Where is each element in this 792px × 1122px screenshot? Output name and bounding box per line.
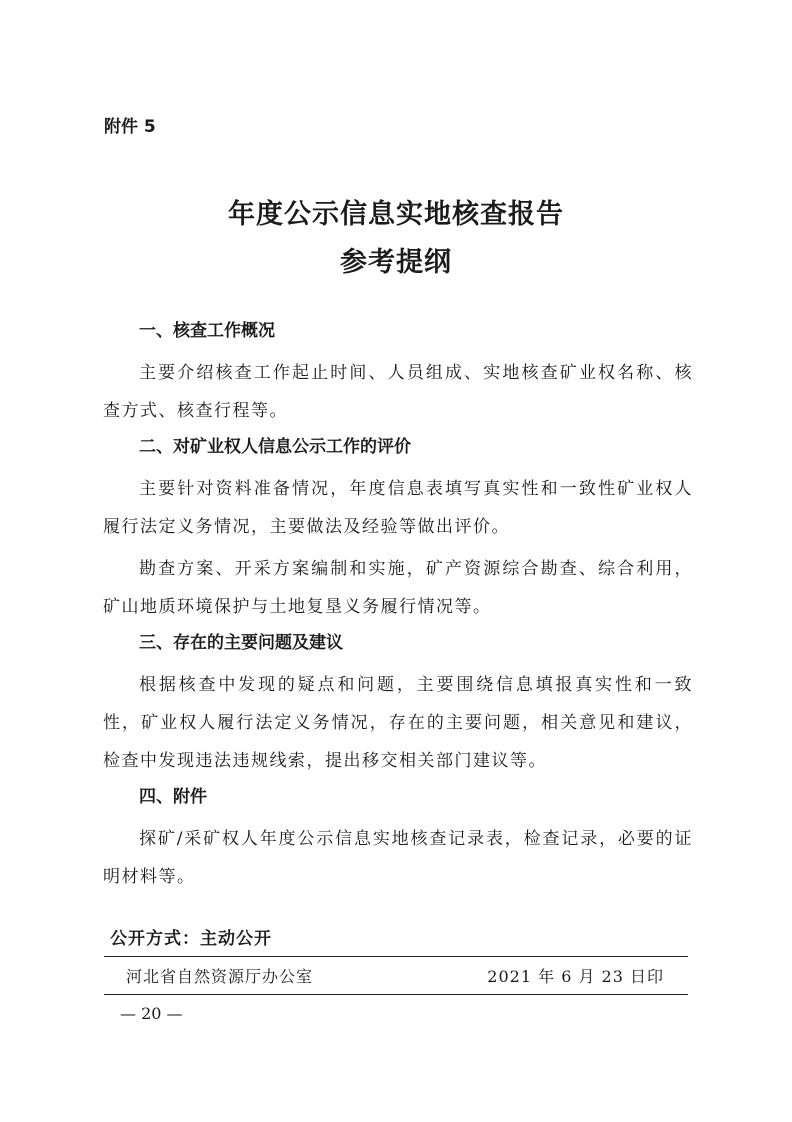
section-heading: 二、对矿业权人信息公示工作的评价 <box>139 437 411 457</box>
print-date: 2021 年 6 月 23 日印 <box>487 967 664 986</box>
document-subtitle: 参考提纲 <box>340 247 452 278</box>
issuing-office: 河北省自然资源厅办公室 <box>126 967 314 986</box>
disclosure-method: 公开方式：主动公开 <box>110 929 272 949</box>
section-problems <box>103 630 693 780</box>
section-attachments <box>103 784 693 896</box>
section-paragraph: 主要针对资料准备情况，年度信息表填写真实性和一致性矿业权人履行法定义务情况，主要做法及经验等做出评价。 <box>103 479 693 537</box>
attachment-label: 附件 5 <box>104 117 156 137</box>
section-heading: 一、核查工作概况 <box>139 321 275 341</box>
footer-top-rule <box>104 956 688 957</box>
document-body <box>103 318 693 900</box>
section-paragraph: 主要介绍核查工作起止时间、人员组成、实地核查矿业权名称、核查方式、核查行程等。 <box>103 363 693 421</box>
page-number: — 20 — <box>120 1004 183 1023</box>
section-paragraph: 探矿/采矿权人年度公示信息实地核查记录表，检查记录，必要的证明材料等。 <box>103 829 693 887</box>
section-heading: 四、附件 <box>139 787 207 807</box>
section-heading: 三、存在的主要问题及建议 <box>139 633 343 653</box>
footer-bottom-rule <box>104 994 688 995</box>
section-paragraph: 根据核查中发现的疑点和问题，主要围绕信息填报真实性和一致性，矿业权人履行法定义务情况，存在的主要问题，相关意见和建议，检查中发现违法违规线索，提出移交相关部门建议等。 <box>103 675 693 771</box>
section-paragraph: 勘查方案、开采方案编制和实施，矿产资源综合勘查、综合利用，矿山地质环境保护与土地复垦义务履行情况等。 <box>103 559 693 617</box>
section-overview <box>103 318 693 430</box>
document-title: 年度公示信息实地核查报告 <box>228 199 564 230</box>
section-evaluation <box>103 434 693 626</box>
